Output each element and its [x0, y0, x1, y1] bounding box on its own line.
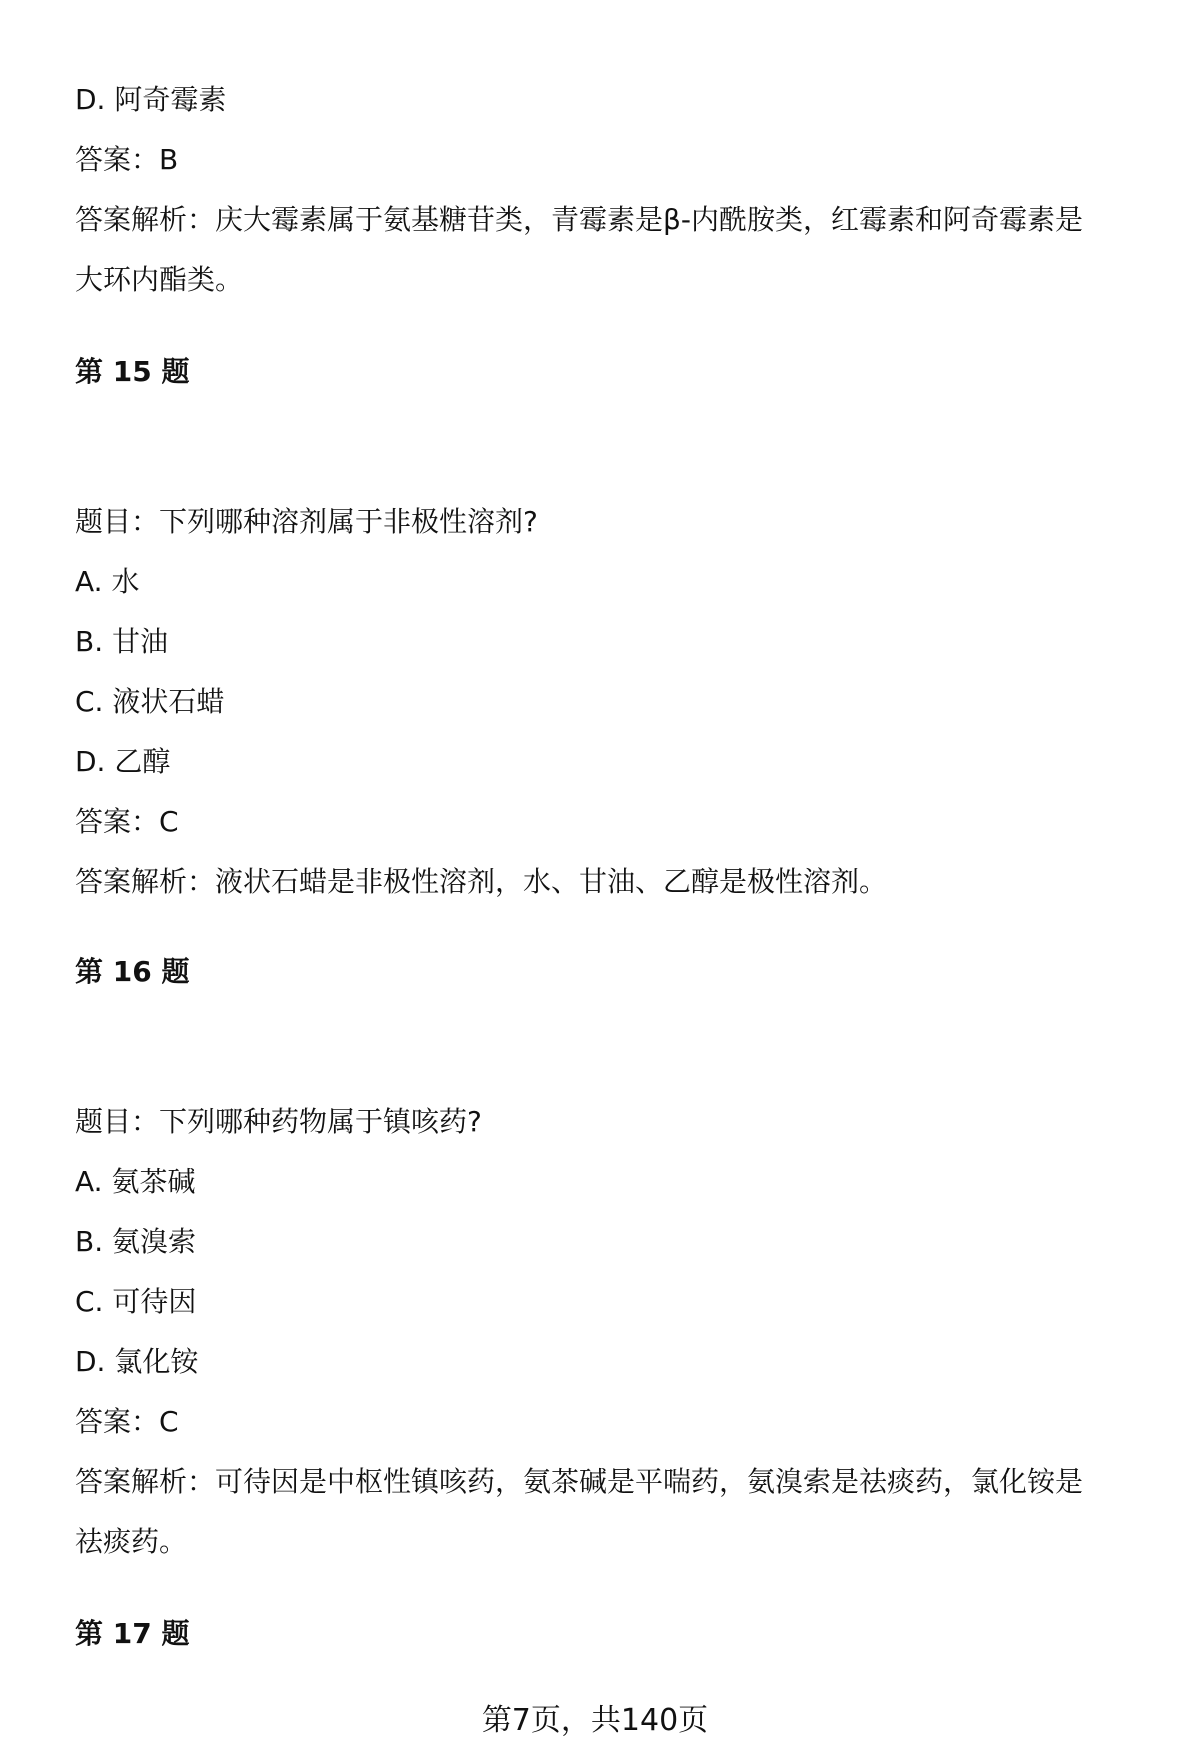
q15-option-d: D. 乙醇: [75, 745, 171, 778]
q16-option-d: D. 氯化铵: [75, 1345, 199, 1378]
q15-option-c: C. 液状石蜡: [75, 685, 225, 718]
q14-answer: 答案：B: [75, 143, 179, 176]
q16-explanation-line1: 答案解析：可待因是中枢性镇咳药，氨茶碱是平喘药，氨溴索是祛痰药，氯化铵是: [75, 1465, 1084, 1498]
q15-heading: 第 15 题: [75, 355, 190, 388]
q14-option-d: D. 阿奇霉素: [75, 83, 227, 116]
q16-heading: 第 16 题: [75, 955, 190, 988]
q17-heading: 第 17 题: [75, 1617, 190, 1650]
page-number-footer: 第7页，共140页: [481, 1703, 709, 1738]
q16-answer: 答案：C: [75, 1405, 179, 1438]
q16-option-b: B. 氨溴索: [75, 1225, 197, 1258]
q16-question: 题目：下列哪种药物属于镇咳药?: [75, 1105, 482, 1138]
q14-explanation-line2: 大环内酯类。: [75, 263, 244, 296]
q15-option-b: B. 甘油: [75, 625, 169, 658]
q15-explanation-line1: 答案解析：液状石蜡是非极性溶剂，水、甘油、乙醇是极性溶剂。: [75, 865, 888, 898]
q16-option-a: A. 氨茶碱: [75, 1165, 196, 1198]
q16-explanation-line2: 祛痰药。: [75, 1525, 188, 1558]
q15-option-a: A. 水: [75, 565, 140, 598]
q15-answer: 答案：C: [75, 805, 179, 838]
q16-option-c: C. 可待因: [75, 1285, 197, 1318]
q14-explanation-line1: 答案解析：庆大霉素属于氨基糖苷类，青霉素是β-内酰胺类，红霉素和阿奇霉素是: [75, 203, 1083, 236]
q15-question: 题目：下列哪种溶剂属于非极性溶剂?: [75, 505, 538, 538]
